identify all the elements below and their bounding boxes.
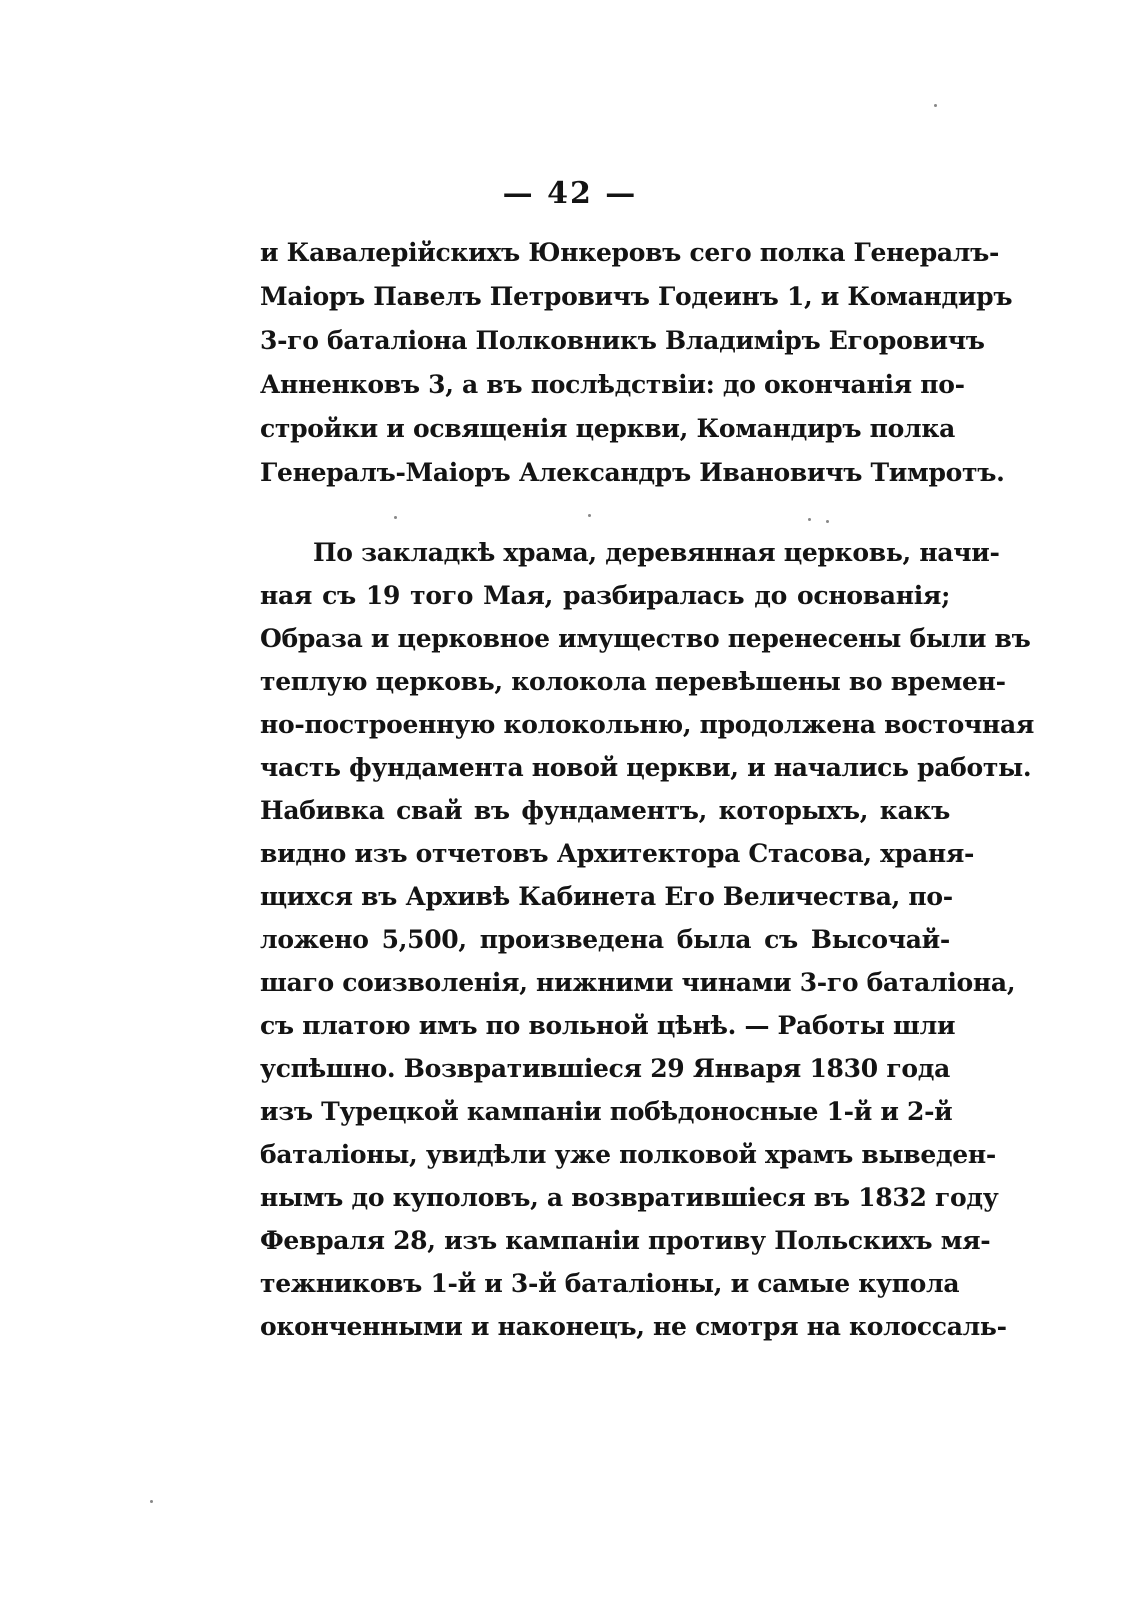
text-line: Анненковъ 3, а въ послѣдствіи: до окончанія по- (260, 370, 965, 399)
text-line: Февраля 28, изъ кампаніи противу Польскихъ мя- (260, 1226, 991, 1255)
scan-speck (588, 514, 591, 517)
page-number: — 42 — (502, 176, 638, 211)
text-line: тежниковъ 1-й и 3-й баталіоны, и самые купола (260, 1269, 960, 1298)
text-line: теплую церковь, колокола перевѣшены во времен- (260, 667, 1006, 696)
text-line: Набивка свай въ фундаментъ, которыхъ, какъ (260, 796, 950, 825)
text-line: съ платою имъ по вольной цѣнѣ. — Работы шли (260, 1011, 956, 1040)
scan-speck (934, 104, 937, 107)
text-line: стройки и освященія церкви, Командиръ полка (260, 414, 955, 443)
text-line: изъ Турецкой кампаніи побѣдоносные 1-й и 2-й (260, 1097, 953, 1126)
text-line: щихся въ Архивѣ Кабинета Его Величества, по- (260, 882, 953, 911)
text-line: 3-го баталіона Полковникъ Владиміръ Егоровичъ (260, 326, 985, 355)
text-line: Генералъ-Маіоръ Александръ Ивановичъ Тимротъ. (260, 458, 1005, 487)
text-line: Маіоръ Павелъ Петровичъ Годеинъ 1, и Командиръ (260, 282, 1013, 311)
text-line: ложено 5,500, произведена была съ Высочай- (260, 925, 950, 954)
text-line: баталіоны, увидѣли уже полковой храмъ выведен- (260, 1140, 996, 1169)
text-line: ная съ 19 того Мая, разбиралась до основанія; (260, 581, 950, 610)
scan-speck (394, 516, 397, 519)
text-line: успѣшно. Возвратившіеся 29 Января 1830 года (260, 1054, 950, 1083)
text-line: и Кавалерійскихъ Юнкеровъ сего полка Генералъ- (260, 238, 1000, 267)
text-line: видно изъ отчетовъ Архитектора Стасова, храня- (260, 839, 975, 868)
text-line: часть фундамента новой церкви, и начались работы. (260, 753, 1032, 782)
text-line: шаго соизволенія, нижними чинами 3-го баталіона, (260, 968, 1016, 997)
text-line: оконченными и наконецъ, не смотря на колоссаль- (260, 1312, 1007, 1341)
text-line: но-построенную колокольню, продолжена восточная (260, 710, 1035, 739)
text-line: По закладкѣ храма, деревянная церковь, начи- (313, 538, 1000, 567)
scan-speck (150, 1500, 153, 1503)
text-line: Образа и церковное имущество перенесены были въ (260, 624, 1031, 653)
scan-speck (826, 520, 829, 523)
scan-speck (808, 518, 811, 521)
text-line: нымъ до куполовъ, а возвратившіеся въ 1832 году (260, 1183, 999, 1212)
